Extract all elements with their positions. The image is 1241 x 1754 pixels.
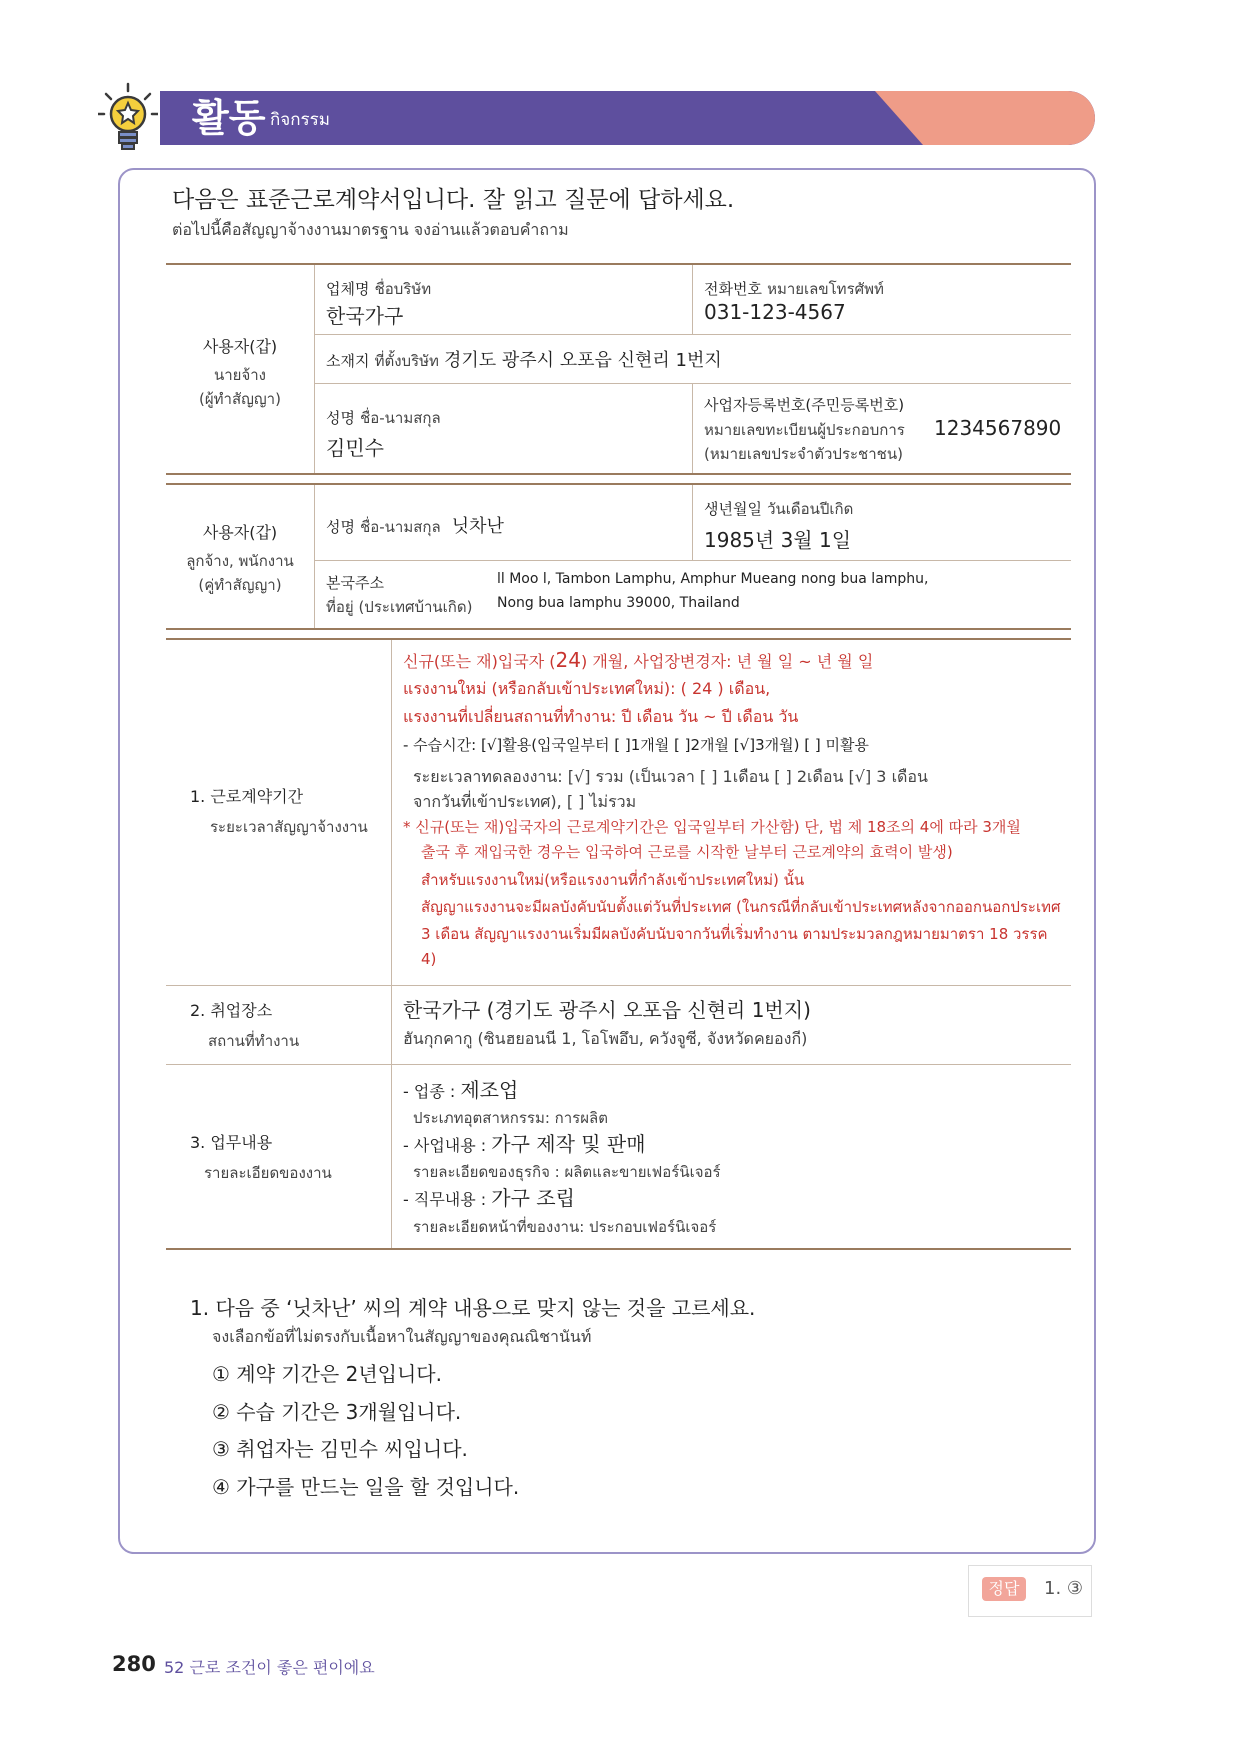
- table-divider: [391, 640, 392, 1248]
- birth-label-th: วันเดือนปีเกิด: [767, 500, 854, 518]
- job-th: รายละเอียดหน้าที่ของงาน: ประกอบเฟอร์นิเจอร์: [413, 1218, 717, 1236]
- term-line2: แรงงานใหม่ (หรือกลับเข้าประเทศใหม่): ( 24 ) เดือน,: [403, 679, 771, 698]
- term-label-th: ระยะเวลาสัญญาจ้างงาน: [210, 818, 368, 836]
- employer-name-value: 김민수: [326, 436, 384, 460]
- home-address-line1: ll Moo l, Tambon Lamphu, Amphur Mueang nong bua lamphu,: [497, 571, 929, 587]
- table-divider: [692, 384, 693, 473]
- industry-value: 제조업: [460, 1078, 519, 1102]
- table-rule: [166, 1248, 1071, 1250]
- term-line6: จากวันที่เข้าประเทศ), [ ] ไม่รวม: [413, 792, 637, 811]
- section-subtitle: กิจกรรม: [270, 110, 331, 130]
- term-line12: 4): [421, 950, 437, 968]
- birth-value: 1985년 3월 1일: [704, 528, 852, 552]
- table-rule: [166, 638, 1071, 640]
- duties-label-th: รายละเอียดของงาน: [204, 1164, 332, 1182]
- business-value: 가구 제작 및 판매: [491, 1132, 646, 1156]
- worker-label-ko: 사용자(갑): [202, 523, 278, 542]
- company-label: [326, 277, 431, 301]
- job-value: 가구 조립: [491, 1186, 575, 1210]
- answer-badge: 정답: [982, 1577, 1026, 1601]
- answer-value: 1. ③: [1044, 1578, 1084, 1599]
- worker-label-th2: (คู่ทำสัญญา): [198, 576, 282, 594]
- address-label-ko: 소재지: [326, 352, 370, 370]
- table-rule: [166, 628, 1071, 630]
- term-line5: ระยะเวลาทดลองงาน: [√] รวม (เป็นเวลา [ ] 1เดือน [ ] 2เดือน [√] 3 เดือน: [413, 767, 928, 786]
- term-months: 24: [555, 648, 581, 672]
- worker-label: [166, 520, 314, 597]
- term-line4: - 수습시간: [√]활용(입국일부터 [ ]1개월 [ ]2개월 [√]3개월) [ ] 미활용: [403, 736, 869, 754]
- term-line7: * 신규(또는 재)입국자의 근로계약기간은 입국일부터 가산함) 단, 법 제 18조의 4에 따라 3개월: [403, 818, 1021, 836]
- page-number: 280: [112, 1652, 156, 1676]
- regno-label-th2: (หมายเลขประจำตัวประชาชน): [704, 445, 903, 463]
- company-value: 한국가구: [326, 304, 404, 328]
- table-rule: [166, 483, 1071, 485]
- term-line11: 3 เดือน สัญญาแรงงานเริ่มมีผลบังคับนับจากวันที่เริ่มทำงาน ตามประมวลกฎหมายมาตรา 18 วรรค: [421, 925, 1048, 943]
- duties-label-ko: 3. 업무내용: [190, 1133, 273, 1152]
- home-address-label: 본국주소: [326, 574, 384, 592]
- worker-label-th: ลูกจ้าง, พนักงาน: [186, 552, 294, 570]
- address-row: [326, 346, 722, 373]
- question-text: 1. 다음 중 ‘닛차난’ 씨의 계약 내용으로 맞지 않는 것을 고르세요.: [190, 1296, 756, 1320]
- employer-label: [166, 334, 314, 411]
- worker-name-row: [326, 512, 504, 539]
- phone-value: 031-123-4567: [704, 300, 846, 324]
- term-line1: [403, 648, 873, 672]
- business-th: รายละเอียดของธุรกิจ : ผลิตและขายเฟอร์นิเจอร์: [413, 1163, 721, 1181]
- option-2[interactable]: ② 수습 기간은 3개월입니다.: [212, 1400, 462, 1424]
- regno-value: 1234567890: [934, 416, 1062, 440]
- table-rule: [166, 473, 1071, 475]
- workplace-label-th: สถานที่ทำงาน: [208, 1032, 300, 1050]
- name-label-th: ชื่อ-นามสกุล: [360, 409, 441, 427]
- employer-label-ko: 사용자(갑): [202, 337, 278, 356]
- term-line9: สำหรับแรงงานใหม่(หรือแรงงานที่กำลังเข้าประเทศใหม่) นั้น: [421, 871, 805, 889]
- worker-name-value: 닛차난: [451, 516, 504, 537]
- term-line8: 출국 후 재입국한 경우는 입국하여 근로를 시작한 날부터 근로계약의 효력이 발생): [421, 843, 953, 861]
- industry-row: [403, 1074, 518, 1103]
- chapter-title: 52 근로 조건이 좋은 편이에요: [164, 1658, 375, 1677]
- table-divider: [314, 485, 315, 628]
- option-4[interactable]: ④ 가구를 만드는 일을 할 것입니다.: [212, 1475, 520, 1499]
- workplace-value: 한국가구 (경기도 광주시 오포읍 신현리 1번지): [403, 998, 811, 1022]
- table-rule: [166, 985, 1071, 986]
- table-divider: [692, 485, 693, 560]
- job-row: [403, 1182, 575, 1211]
- worker-name-label-th: ชื่อ-นามสกุล: [360, 518, 441, 536]
- industry-th: ประเภทอุตสาหกรรม: การผลิต: [413, 1109, 608, 1127]
- workplace-label: [190, 998, 299, 1053]
- intro-korean: 다음은 표준근로계약서입니다. 잘 읽고 질문에 답하세요.: [172, 187, 735, 213]
- birth-label-ko: 생년월일: [704, 500, 762, 518]
- question-thai: จงเลือกข้อที่ไม่ตรงกับเนื้อหาในสัญญาของคุณณิชานันท์: [212, 1327, 592, 1346]
- name-label-ko: 성명: [326, 409, 355, 427]
- table-rule: [166, 1064, 1071, 1065]
- intro-thai: ต่อไปนี้คือสัญญาจ้างงานมาตรฐาน จงอ่านแล้วตอบคำถาม: [172, 220, 569, 239]
- employer-name-label: [326, 406, 441, 430]
- table-divider: [692, 265, 693, 334]
- phone-label-ko: 전화번호: [704, 280, 762, 298]
- address-value: 경기도 광주시 오포읍 신현리 1번지: [443, 350, 722, 371]
- header-accent: [875, 91, 1095, 145]
- table-rule: [314, 334, 1071, 335]
- term-label: [190, 784, 368, 839]
- section-title: 활동: [192, 96, 266, 140]
- term-line1-b: ) 개월, 사업장변경자: 년 월 일 ~ 년 월 일: [581, 652, 874, 671]
- business-label: - 사업내용 :: [403, 1136, 492, 1155]
- phone-label: [704, 277, 884, 301]
- table-divider: [314, 265, 315, 473]
- term-line10: สัญญาแรงงานจะมีผลบังคับนับตั้งแต่วันที่ประเทศ (ในกรณีที่กลับเข้าประเทศหลังจากออกนอกประเทศ: [421, 898, 1061, 916]
- option-3[interactable]: ③ 취업자는 김민수 씨입니다.: [212, 1437, 468, 1461]
- industry-label: - 업종 :: [403, 1082, 461, 1101]
- duties-label: [190, 1130, 332, 1185]
- workplace-label-ko: 2. 취업장소: [190, 1001, 273, 1020]
- worker-name-label-ko: 성명: [326, 518, 355, 536]
- job-label: - 직무내용 :: [403, 1190, 492, 1209]
- table-rule: [166, 263, 1071, 265]
- option-1[interactable]: ① 계약 기간은 2년입니다.: [212, 1362, 442, 1386]
- employer-label-th: นายจ้าง: [213, 366, 266, 384]
- workplace-value-th: ฮันกุกคากู (ซินฮยอนนี 1, โอโพอึบ, ควังจูซี, จังหวัดคยองกี): [403, 1029, 808, 1048]
- employer-label-th2: (ผู้ทำสัญญา): [199, 390, 281, 408]
- birth-label: [704, 497, 853, 521]
- term-line3: แรงงานที่เปลี่ยนสถานที่ทำงาน: ปี เดือน วัน ~ ปี เดือน วัน: [403, 707, 799, 726]
- company-label-th: ชื่อบริษัท: [374, 280, 432, 298]
- home-address-label-th: ที่อยู่ (ประเทศบ้านเกิด): [326, 598, 473, 616]
- company-label-ko: 업체명: [326, 280, 370, 298]
- phone-label-th: หมายเลขโทรศัพท์: [767, 280, 884, 298]
- regno-label: 사업자등록번호(주민등록번호): [704, 396, 905, 414]
- table-rule: [314, 560, 1071, 561]
- lightbulb-icon: [98, 82, 158, 152]
- address-label-th: ที่ตั้งบริษัท: [374, 352, 439, 370]
- regno-label-th: หมายเลขทะเบียนผู้ประกอบการ: [704, 421, 905, 439]
- term-line1-a: 신규(또는 재)입국자 (: [403, 652, 556, 671]
- home-address-line2: Nong bua lamphu 39000, Thailand: [497, 595, 740, 611]
- term-label-ko: 1. 근로계약기간: [190, 787, 304, 806]
- business-row: [403, 1128, 646, 1157]
